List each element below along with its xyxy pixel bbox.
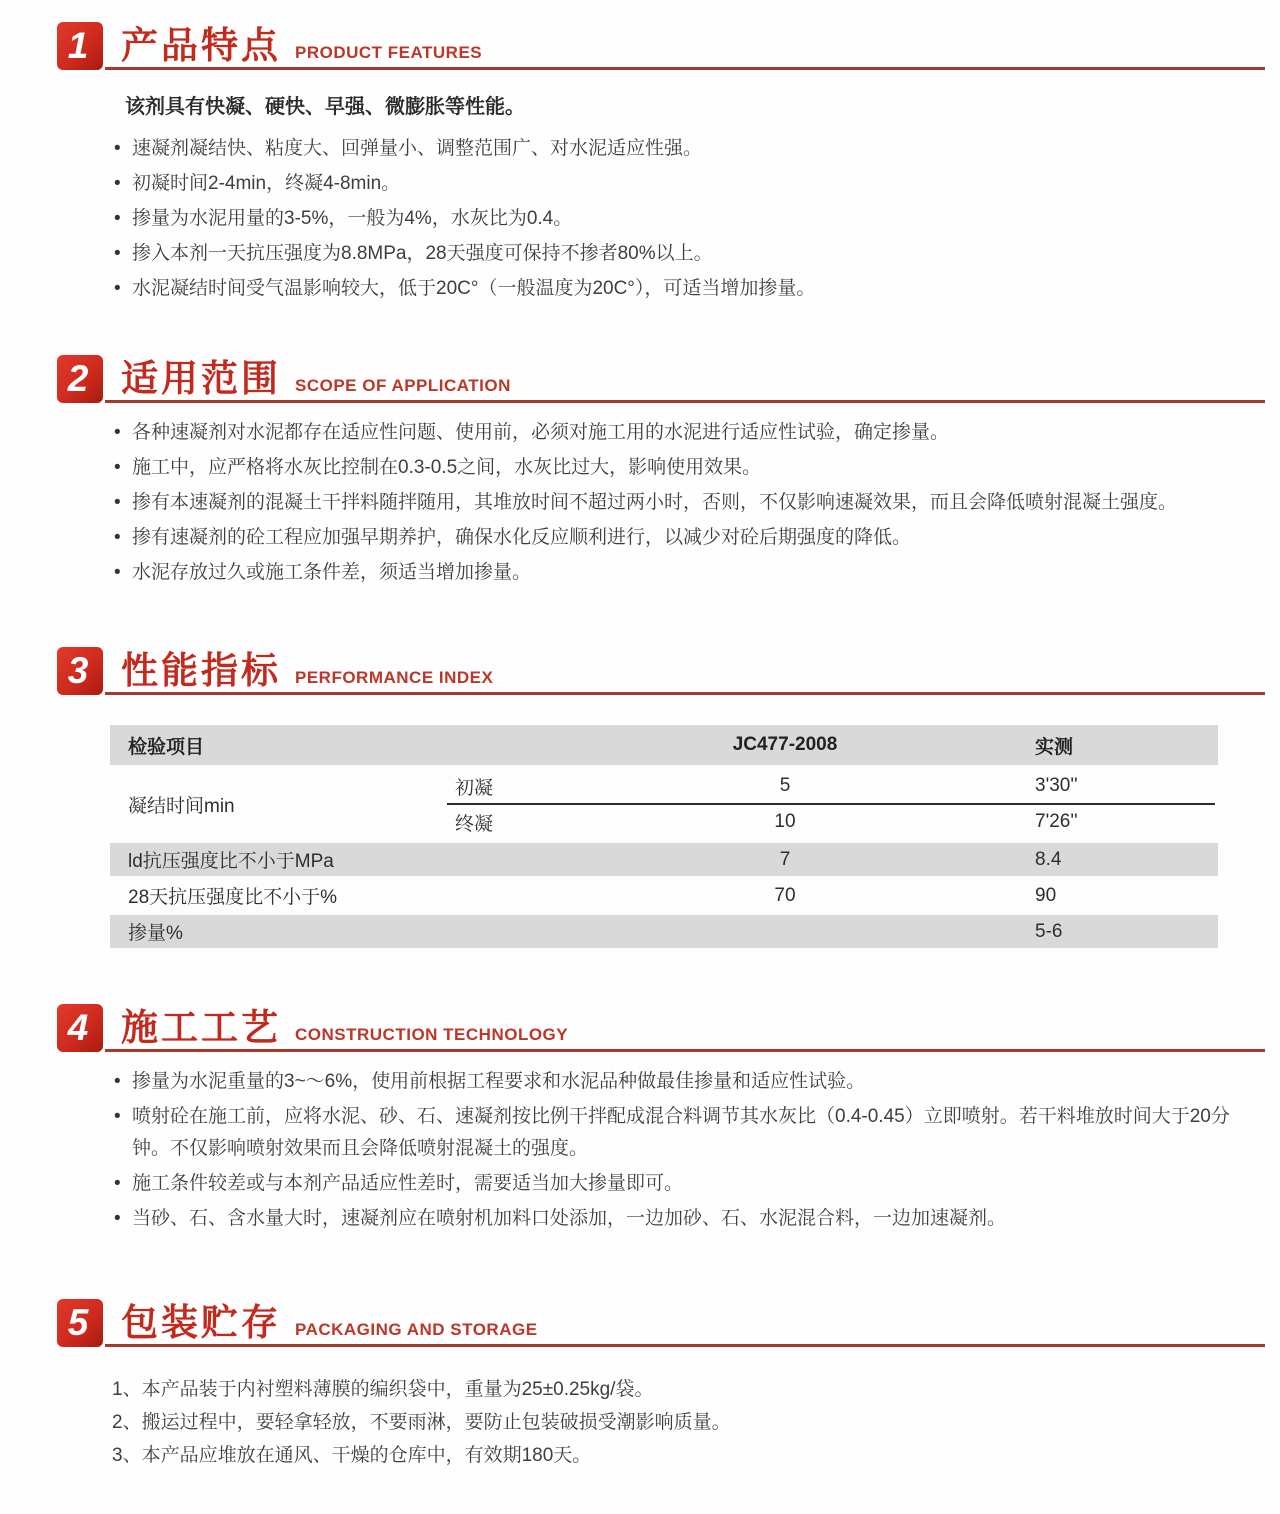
row-measured: 90 [1035,884,1057,906]
section-title-underline [105,27,1265,70]
section-scope-of-application [0,355,1280,589]
section-number-badge: 4 [57,1004,103,1052]
table-row-setting-time [110,768,1218,840]
table-row [110,915,1218,948]
row-label: 掺量% [128,923,183,944]
section-title-en: PRODUCT FEATURES [295,43,483,62]
section-header [57,1299,1265,1347]
list-item: • 掺有本速凝剂的混凝土干拌料随拌随用，其堆放时间不超过两小时，否则，不仅影响速凝效果，而且会降低喷射混凝土强度。 [112,487,1238,519]
table-header-standard: JC477-2008 [732,734,838,755]
row-standard: 7 [779,848,791,870]
section-number-badge: 5 [57,1299,103,1347]
section-title-zh: 性能指标 [121,650,281,691]
section-number-badge: 1 [57,22,103,70]
row-measured: 5-6 [1035,920,1063,942]
list-item: • 施工条件较差或与本剂产品适应性差时，需要适当加大掺量即可。 [112,1168,1238,1200]
final-set-label: 终凝 [455,813,494,835]
section-header [57,22,1265,70]
list-item: • 水泥凝结时间受气温影响较大，低于20C°（一般温度为20C°），可适当增加掺量。 [112,273,1238,305]
section-title-zh: 施工工艺 [121,1007,281,1048]
list-item: • 喷射砼在施工前，应将水泥、砂、石、速凝剂按比例干拌配成混合料调节其水灰比（0.4-0.45）立即喷射。若干料堆放时间大于20分钟。不仅影响喷射效果而且会降低喷射混凝土的强度。 [112,1101,1238,1165]
list-item: • 当砂、石、含水量大时，速凝剂应在喷射机加料口处添加，一边加砂、石、水泥混合料，一边加速凝剂。 [112,1203,1238,1235]
section-title-underline [105,1304,1265,1347]
list-item: • 速凝剂凝结快、粘度大、回弹量小、调整范围广、对水泥适应性强。 [112,133,1238,165]
section-product-features [0,0,1280,305]
list-item: • 各种速凝剂对水泥都存在适应性问题、使用前，必须对施工用的水泥进行适应性试验，确定掺量。 [112,417,1238,449]
list-item: • 施工中，应严格将水灰比控制在0.3-0.5之间，水灰比过大，影响使用效果。 [112,452,1238,484]
section-title-en: SCOPE OF APPLICATION [295,376,511,395]
list-item: 1、本产品装于内衬塑料薄膜的编织袋中，重量为25±0.25kg/袋。 [112,1379,654,1400]
list-item: 2、搬运过程中，要轻拿轻放，不要雨淋，要防止包装破损受潮影响质量。 [112,1412,731,1433]
table-row [110,879,1218,912]
setting-time-label: 凝结时间min [128,795,235,817]
list-item: • 水泥存放过久或施工条件差，须适当增加掺量。 [112,557,1238,589]
initial-set-label: 初凝 [455,777,494,799]
section-header [57,1004,1265,1052]
row-label: 28天抗压强度比不小于% [128,887,338,908]
list-item: • 掺量为水泥用量的3-5%，一般为4%，水灰比为0.4。 [112,203,1238,235]
performance-table [110,725,1218,948]
section-number-badge: 2 [57,355,103,403]
section-title-en: PERFORMANCE INDEX [295,668,494,687]
final-set-measured: 7'26'' [1035,811,1078,832]
section-intro-text: 该剂具有快凝、硬快、早强、微膨胀等性能。 [125,96,525,118]
section-construction-technology [0,1004,1280,1235]
initial-set-standard: 5 [779,775,791,796]
section-title-underline [105,360,1265,403]
row-measured: 8.4 [1035,848,1062,870]
final-set-standard: 10 [774,811,796,832]
section-number-badge: 3 [57,647,103,695]
initial-set-measured: 3'30'' [1035,775,1078,796]
section-title-en: PACKAGING AND STORAGE [295,1320,538,1339]
row-standard: 70 [774,884,796,906]
numbered-list [112,1373,1238,1472]
table-row [110,843,1218,876]
list-item: • 初凝时间2-4min，终凝4-8min。 [112,168,1238,200]
table-header-measured: 实测 [1035,736,1074,758]
section-header [57,355,1265,403]
bullet-list [112,1066,1238,1235]
table-divider-line [447,803,1215,805]
section-title-zh: 适用范围 [121,358,281,399]
section-title-zh: 产品特点 [121,25,281,66]
list-item: 3、本产品应堆放在通风、干燥的仓库中，有效期180天。 [112,1445,592,1466]
section-title-zh: 包装贮存 [121,1302,281,1343]
section-performance-index [0,647,1280,948]
section-header [57,647,1265,695]
list-item: • 掺有速凝剂的砼工程应加强早期养护，确保水化反应顺利进行，以减少对砼后期强度的降低。 [112,522,1238,554]
bullet-list [112,417,1238,589]
table-header-row [110,725,1218,765]
section-title-underline [105,652,1265,695]
row-label: ld抗压强度比不小于MPa [128,851,334,872]
section-title-underline [105,1009,1265,1052]
section-packaging-storage [0,1299,1280,1472]
list-item: • 掺量为水泥重量的3~～6%，使用前根据工程要求和水泥品种做最佳掺量和适应性试验。 [112,1066,1238,1098]
table-header-item: 检验项目 [128,736,205,758]
list-item: • 掺入本剂一天抗压强度为8.8MPa，28天强度可保持不掺者80%以上。 [112,238,1238,270]
bullet-list [112,133,1238,305]
section-title-en: CONSTRUCTION TECHNOLOGY [295,1025,569,1044]
